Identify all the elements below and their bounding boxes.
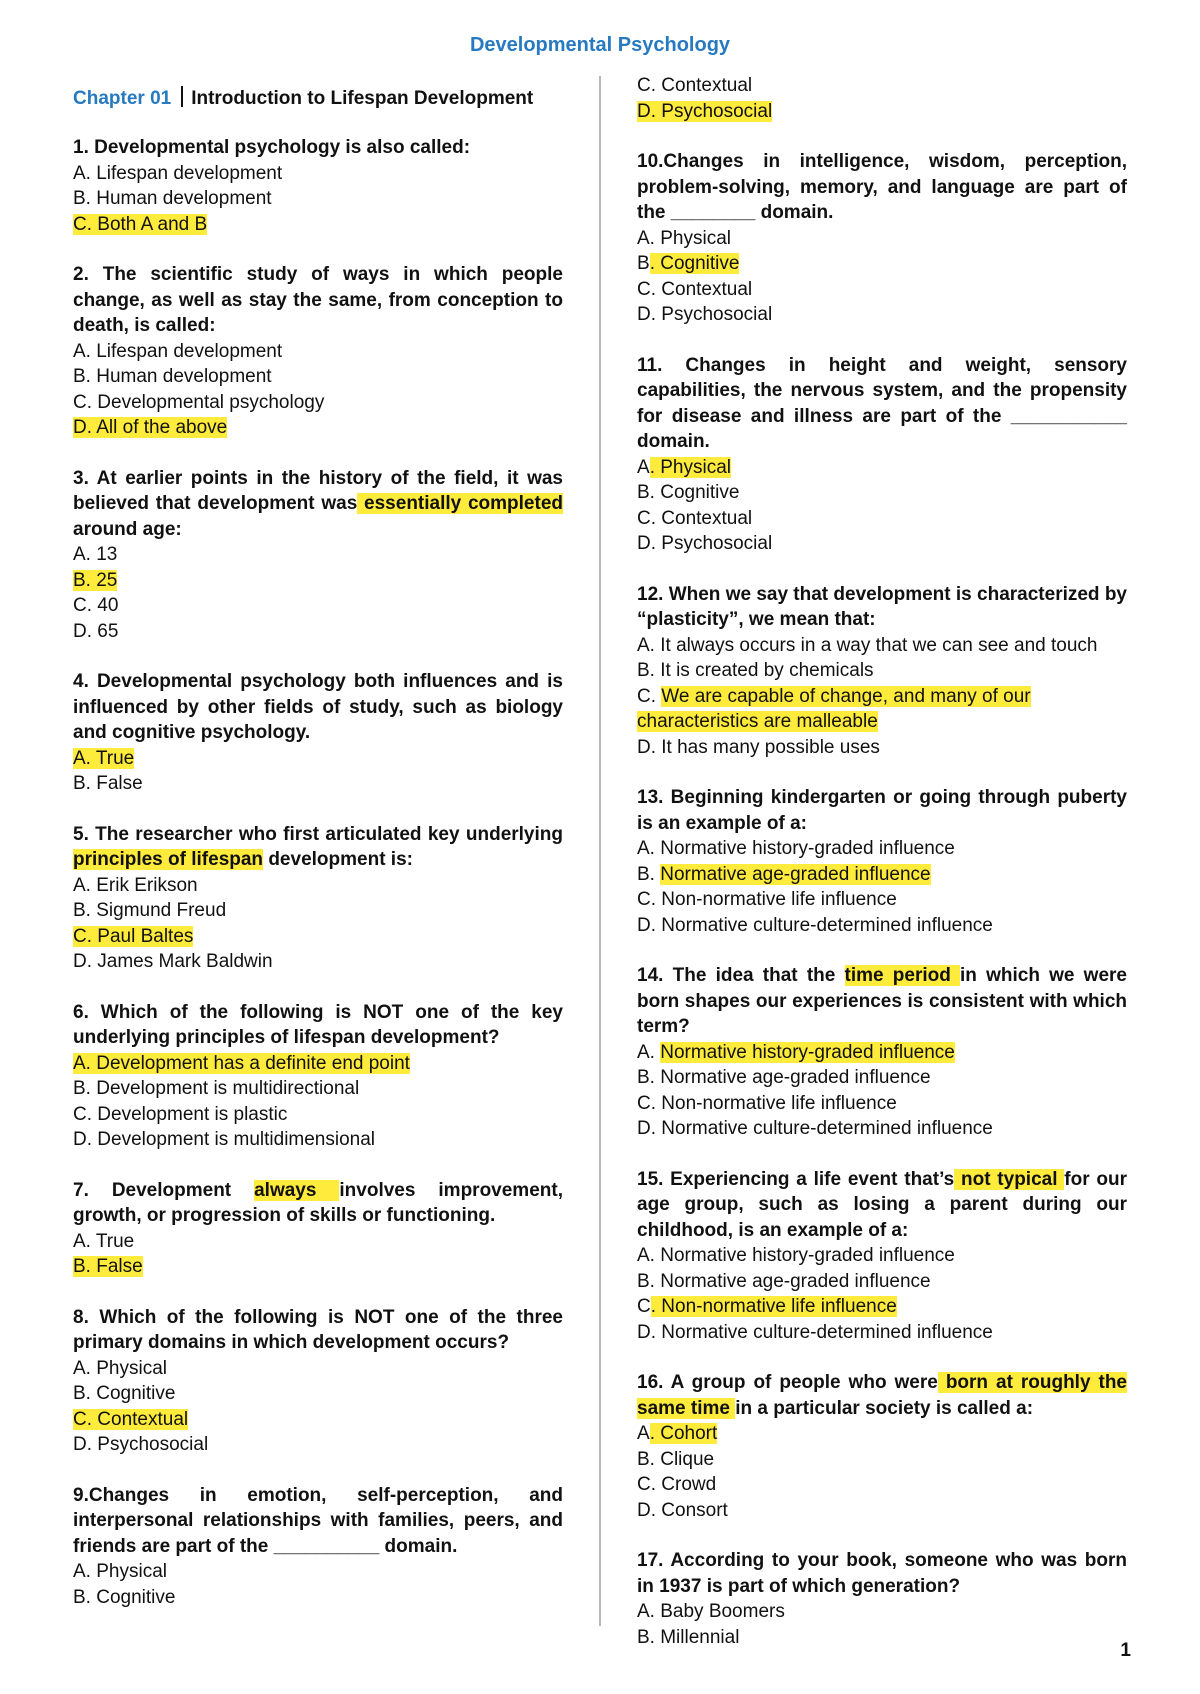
question-stem — [73, 669, 563, 746]
answer-option — [73, 771, 563, 797]
question-stem-text: in which we were born shapes our experiences is consistent with which term? — [637, 965, 1127, 1037]
question-item — [73, 466, 563, 645]
question-stem — [73, 262, 563, 339]
answer-option — [73, 390, 563, 416]
answer-option-highlight: Normative history-graded influence — [660, 1041, 955, 1063]
question-item — [637, 963, 1127, 1142]
answer-option-text: D. Development is multidimensional — [73, 1129, 376, 1150]
answer-option — [637, 1599, 1127, 1625]
answer-option — [637, 73, 1127, 99]
document-header: Developmental Psychology — [469, 34, 731, 56]
answer-option-text: A. — [637, 1041, 661, 1063]
question-stem-text: 16. A group of people who were — [637, 1372, 938, 1393]
answer-option — [637, 1472, 1127, 1498]
question-stem — [637, 353, 1127, 455]
answer-option-text: B. Millennial — [637, 1626, 740, 1648]
answer-option — [637, 1040, 1127, 1066]
answer-option-text: C. Contextual — [637, 278, 753, 300]
question-item — [637, 1548, 1127, 1650]
answer-option — [637, 455, 1127, 481]
answer-option-text: B. It is created by chemicals — [637, 660, 874, 681]
answer-option — [73, 873, 563, 899]
answer-option — [73, 1229, 563, 1255]
right-column — [637, 73, 1127, 1675]
answer-option — [637, 887, 1127, 913]
question-stem-highlight: always — [254, 1179, 340, 1201]
page-number: 1 — [1120, 1640, 1131, 1661]
question-item — [637, 1167, 1127, 1346]
answer-option — [637, 277, 1127, 303]
answer-option — [637, 1269, 1127, 1295]
answer-option — [73, 1356, 563, 1382]
question-stem-text: 15. Experiencing a life event that’s — [637, 1168, 955, 1190]
answer-option — [73, 746, 563, 772]
answer-option-text: B. Development is multidirectional — [73, 1078, 360, 1099]
answer-option-highlight: C. Both A and B — [73, 213, 208, 235]
answer-option-text: D. Consort — [637, 1499, 728, 1521]
question-stem — [73, 135, 563, 161]
answer-option — [637, 1065, 1127, 1091]
question-stem-text: 11. Changes in height and weight, sensory capabilities, the nervous system, and the propensity for disease and illness are part of the ___________ domain. — [637, 354, 1127, 452]
answer-option-text: B. Cognitive — [637, 482, 740, 503]
question-item — [73, 1483, 563, 1611]
question-item — [637, 582, 1127, 761]
answer-option — [73, 339, 563, 365]
answer-option-highlight: . Cohort — [649, 1423, 718, 1444]
question-stem-text: involves improvement, growth, or progression of skills or functioning. — [73, 1179, 563, 1226]
question-stem-highlight: not typical — [954, 1168, 1065, 1190]
question-item — [637, 785, 1127, 938]
answer-option — [73, 186, 563, 212]
question-stem-highlight: principles of lifespan — [73, 849, 264, 870]
answer-option — [637, 506, 1127, 532]
answer-option — [637, 99, 1127, 125]
question-stem — [73, 1483, 563, 1560]
answer-option-text: A. Erik Erikson — [73, 874, 198, 896]
answer-option — [637, 684, 1127, 735]
answer-option-text: D. Normative culture-determined influence — [637, 1321, 993, 1343]
question-item — [73, 822, 563, 975]
answer-option — [73, 1432, 563, 1458]
answer-option-text: C — [637, 1296, 651, 1317]
answer-option-text: B. Normative age-graded influence — [637, 1270, 931, 1292]
question-stem — [637, 149, 1127, 226]
question-stem-highlight: essentially completed — [357, 493, 564, 514]
answer-option-text: B. Cognitive — [73, 1586, 176, 1608]
answer-option — [73, 415, 563, 441]
answer-option — [637, 735, 1127, 761]
question-item — [637, 149, 1127, 328]
answer-option-text: C. 40 — [73, 595, 119, 616]
answer-option — [637, 302, 1127, 328]
answer-option-text: D. Normative culture-determined influence — [637, 914, 993, 936]
answer-option-text: A. Physical — [73, 1561, 167, 1582]
answer-option-text: B — [637, 253, 650, 274]
question-stem-text: 3. At earlier points in the history of the field, it was believed that development was — [73, 467, 563, 514]
answer-option — [73, 1407, 563, 1433]
answer-option — [73, 1559, 563, 1585]
question-item — [73, 262, 563, 441]
answer-option-text: C. Crowd — [637, 1474, 717, 1495]
answer-option-text: B. — [637, 863, 661, 885]
answer-option — [637, 1294, 1127, 1320]
answer-option-text: D. Psychosocial — [637, 533, 773, 554]
question-item — [73, 1000, 563, 1153]
answer-option — [73, 619, 563, 645]
question-item — [73, 1178, 563, 1280]
answer-option-text: C. Non-normative life influence — [637, 1092, 897, 1114]
question-stem-text: around age: — [73, 518, 182, 540]
answer-option-text: D. 65 — [73, 620, 119, 642]
question-stem-text: 5. The researcher who first articulated key underlying — [73, 823, 563, 845]
answer-option — [637, 226, 1127, 252]
question-stem-text: 17. According to your book, someone who was born in 1937 is part of which generation? — [637, 1550, 1127, 1597]
answer-option-highlight: D. All of the above — [73, 417, 228, 438]
question-stem-text: 12. When we say that development is characterized by “plasticity”, we mean that: — [637, 583, 1127, 630]
answer-option-text: A. Lifespan development — [73, 162, 283, 184]
answer-option-text: C. Development is plastic — [73, 1103, 288, 1125]
answer-option-text: A — [637, 1423, 650, 1444]
answer-option-text: A. Physical — [637, 227, 731, 249]
question-stem — [637, 1370, 1127, 1421]
question-stem-text: 10.Changes in intelligence, wisdom, perception, problem-solving, memory, and language are part of the ________ domain. — [637, 151, 1127, 223]
question-stem — [637, 1167, 1127, 1244]
answer-option-text: B. Cognitive — [73, 1383, 176, 1404]
answer-option — [73, 364, 563, 390]
question-stem-text: in a particular society is called a: — [735, 1397, 1034, 1419]
answer-option-text: A. It always occurs in a way that we can see and touch — [637, 634, 1098, 656]
question-stem-text: 13. Beginning kindergarten or going through puberty is an example of a: — [637, 787, 1127, 834]
answer-option — [73, 1127, 563, 1153]
question-stem — [637, 1548, 1127, 1599]
answer-option — [73, 924, 563, 950]
answer-option — [73, 593, 563, 619]
answer-option-text: A. Normative history-graded influence — [637, 838, 955, 859]
answer-option-text: C. Non-normative life influence — [637, 889, 897, 910]
answer-option-text: C. Contextual — [637, 75, 753, 96]
question-stem-text: 7. Development — [73, 1179, 255, 1201]
answer-option-text: A. True — [73, 1230, 135, 1252]
answer-option — [637, 1625, 1127, 1651]
answer-option — [73, 1102, 563, 1128]
answer-option — [73, 542, 563, 568]
question-stem-text: 1. Developmental psychology is also called: — [73, 137, 471, 158]
answer-option — [637, 1243, 1127, 1269]
answer-option — [637, 1320, 1127, 1346]
answer-option — [73, 1254, 563, 1280]
answer-option-text: B. Human development — [73, 366, 272, 387]
chapter-title: Introduction to Lifespan Development — [191, 88, 534, 109]
answer-option-text: A. Lifespan development — [73, 340, 283, 362]
question-stem-highlight: time period — [844, 965, 961, 986]
question-stem-text: 2. The scientific study of ways in which people change, as well as stay the same, from conception to death, is called: — [73, 264, 563, 336]
question-stem — [73, 466, 563, 543]
answer-option-highlight: B. False — [73, 1256, 143, 1277]
answer-option — [637, 531, 1127, 557]
answer-option — [73, 568, 563, 594]
answer-option-highlight: . Physical — [649, 456, 731, 478]
answer-option — [637, 1421, 1127, 1447]
answer-option-highlight: A. True — [73, 747, 135, 769]
question-stem-text: 8. Which of the following is NOT one of the three primary domains in which development occurs? — [73, 1306, 563, 1353]
left-column — [73, 86, 563, 1635]
answer-option — [637, 836, 1127, 862]
answer-option-text: C. Developmental psychology — [73, 391, 325, 413]
answer-option-highlight: . Non-normative life influence — [650, 1296, 897, 1317]
answer-option — [73, 1051, 563, 1077]
continued-options — [637, 73, 1127, 124]
answer-option — [637, 633, 1127, 659]
answer-option — [637, 1091, 1127, 1117]
answer-option-text: B. Normative age-graded influence — [637, 1067, 931, 1088]
answer-option — [73, 949, 563, 975]
answer-option-text: D. It has many possible uses — [637, 736, 880, 758]
question-stem — [637, 963, 1127, 1040]
answer-option-highlight: C. Paul Baltes — [73, 925, 194, 947]
question-stem — [73, 822, 563, 873]
question-stem-text: 4. Developmental psychology both influences and is influenced by other fields of study, such as biology and cognitive psychology. — [73, 671, 563, 743]
answer-option-text: A. Physical — [73, 1357, 167, 1379]
answer-option-text: B. False — [73, 773, 143, 794]
question-stem-text: development is: — [263, 849, 413, 870]
chapter-separator — [181, 86, 183, 107]
question-item — [73, 135, 563, 237]
answer-option-highlight: Normative age-graded influence — [660, 863, 931, 885]
question-stem — [73, 1000, 563, 1051]
answer-option — [73, 212, 563, 238]
answer-option — [73, 1381, 563, 1407]
question-item — [73, 1305, 563, 1458]
answer-option — [637, 1498, 1127, 1524]
answer-option — [73, 161, 563, 187]
answer-option-highlight: . Cognitive — [649, 253, 740, 274]
answer-option-text: A. Baby Boomers — [637, 1601, 785, 1622]
question-stem — [73, 1178, 563, 1229]
answer-option-highlight: D. Psychosocial — [637, 100, 773, 122]
answer-option — [637, 1447, 1127, 1473]
question-stem — [73, 1305, 563, 1356]
answer-option-text: C. — [637, 685, 662, 707]
answer-option-text: B. Sigmund Freud — [73, 900, 227, 921]
answer-option-text: A. 13 — [73, 544, 118, 565]
answer-option-text: D. Normative culture-determined influence — [637, 1118, 993, 1139]
answer-option-text: A — [637, 456, 650, 478]
question-stem — [637, 582, 1127, 633]
answer-option — [637, 1116, 1127, 1142]
answer-option — [73, 1076, 563, 1102]
answer-option-text: D. Psychosocial — [73, 1434, 209, 1455]
answer-option-text: B. Human development — [73, 188, 272, 209]
answer-option — [73, 1585, 563, 1611]
answer-option — [637, 862, 1127, 888]
question-stem-text: 6. Which of the following is NOT one of the key underlying principles of lifespan development? — [73, 1001, 563, 1048]
chapter-heading — [73, 86, 563, 111]
answer-option — [73, 898, 563, 924]
question-stem — [637, 785, 1127, 836]
question-item — [73, 669, 563, 797]
chapter-number: Chapter 01 — [73, 88, 172, 109]
question-stem-text: 14. The idea that the — [637, 965, 845, 986]
answer-option-text: D. James Mark Baldwin — [73, 951, 273, 972]
answer-option — [637, 658, 1127, 684]
column-divider — [599, 76, 601, 1626]
answer-option-highlight: C. Contextual — [73, 1408, 189, 1430]
answer-option-text: C. Contextual — [637, 507, 753, 529]
answer-option — [637, 251, 1127, 277]
answer-option-text: A. Normative history-graded influence — [637, 1245, 955, 1266]
answer-option — [637, 480, 1127, 506]
question-stem-highlight: born at roughly the same time — [637, 1372, 1127, 1419]
answer-option-text: B. Clique — [637, 1448, 715, 1470]
question-item — [637, 353, 1127, 557]
answer-option-text: D. Psychosocial — [637, 304, 773, 325]
question-item — [637, 1370, 1127, 1523]
question-stem-text: 9.Changes in emotion, self-perception, and interpersonal relationships with families, peers, and friends are part of the __________ domain. — [73, 1484, 563, 1557]
answer-option-highlight: B. 25 — [73, 569, 118, 591]
answer-option-highlight: A. Development has a definite end point — [73, 1052, 410, 1074]
answer-option-highlight: We are capable of change, and many of our characteristics are malleable — [637, 685, 1031, 732]
question-stem-text: for our age group, such as losing a parent during our childhood, is an example of a: — [637, 1168, 1127, 1241]
answer-option — [637, 913, 1127, 939]
